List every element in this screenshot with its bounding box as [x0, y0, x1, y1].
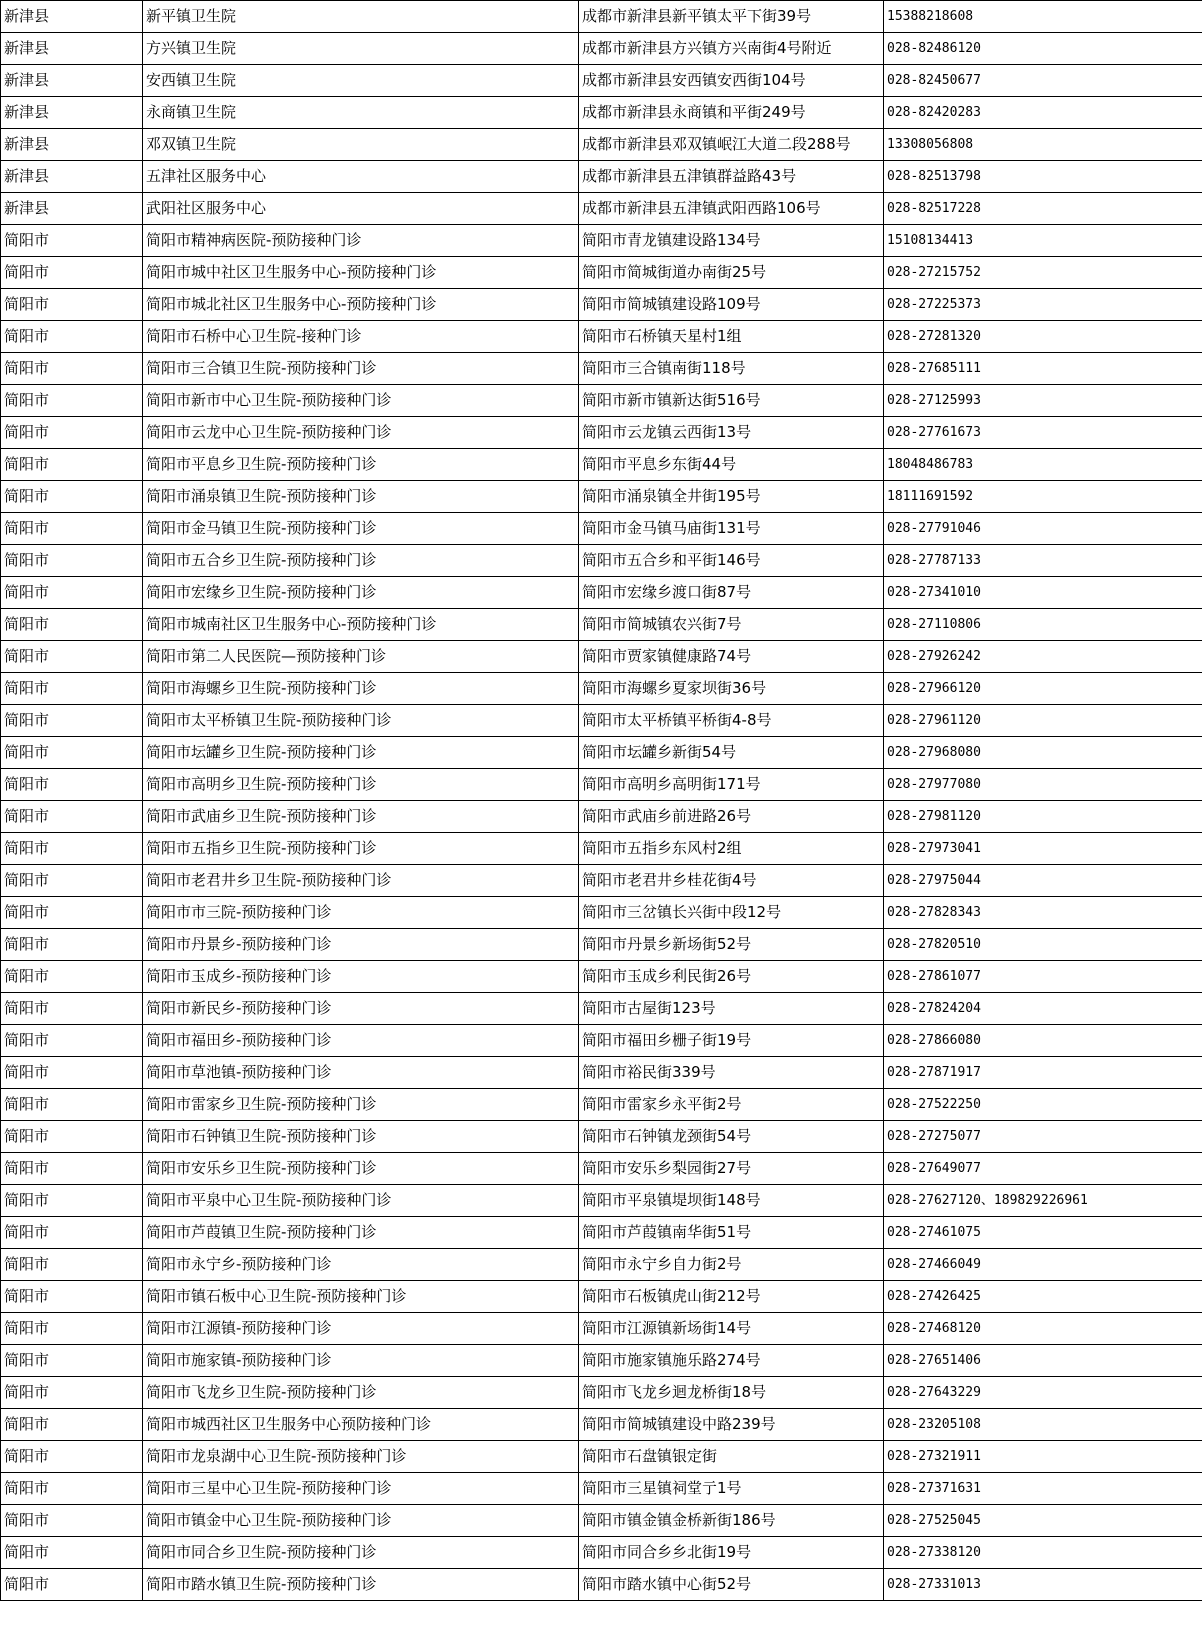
address-cell: 简阳市简城镇建设路109号 [579, 289, 884, 321]
phone-cell: 15388218608 [884, 1, 1202, 33]
table-row [1, 449, 1202, 481]
address-cell: 简阳市涌泉镇全井街195号 [579, 481, 884, 513]
table-row [1, 577, 1202, 609]
clinic-name-cell: 简阳市太平桥镇卫生院-预防接种门诊 [143, 705, 579, 737]
county-cell: 简阳市 [1, 769, 143, 801]
county-cell: 简阳市 [1, 929, 143, 961]
table-row [1, 1505, 1202, 1537]
table-row [1, 1441, 1202, 1473]
clinic-name-cell: 安西镇卫生院 [143, 65, 579, 97]
clinic-name-cell: 永商镇卫生院 [143, 97, 579, 129]
clinic-name-cell: 简阳市丹景乡-预防接种门诊 [143, 929, 579, 961]
address-cell: 简阳市三合镇南街118号 [579, 353, 884, 385]
address-cell: 简阳市平息乡东街44号 [579, 449, 884, 481]
phone-cell: 028-27820510 [884, 929, 1202, 961]
phone-cell: 028-27125993 [884, 385, 1202, 417]
phone-cell: 028-27525045 [884, 1505, 1202, 1537]
address-cell: 简阳市高明乡高明街171号 [579, 769, 884, 801]
clinic-name-cell: 简阳市金马镇卫生院-预防接种门诊 [143, 513, 579, 545]
address-cell: 简阳市太平桥镇平桥街4-8号 [579, 705, 884, 737]
county-cell: 简阳市 [1, 1505, 143, 1537]
address-cell: 简阳市石钟镇龙颈街54号 [579, 1121, 884, 1153]
county-cell: 简阳市 [1, 417, 143, 449]
clinic-name-cell: 简阳市新民乡-预防接种门诊 [143, 993, 579, 1025]
clinic-name-cell: 简阳市石桥中心卫生院-接种门诊 [143, 321, 579, 353]
table-row [1, 193, 1202, 225]
clinic-name-cell: 简阳市雷家乡卫生院-预防接种门诊 [143, 1089, 579, 1121]
phone-cell: 028-82517228 [884, 193, 1202, 225]
phone-cell: 028-27371631 [884, 1473, 1202, 1505]
address-cell: 简阳市简城镇农兴街7号 [579, 609, 884, 641]
phone-cell: 028-27651406 [884, 1345, 1202, 1377]
phone-cell: 028-82513798 [884, 161, 1202, 193]
clinic-name-cell: 简阳市五合乡卫生院-预防接种门诊 [143, 545, 579, 577]
county-cell: 简阳市 [1, 289, 143, 321]
table-row [1, 1473, 1202, 1505]
county-cell: 简阳市 [1, 993, 143, 1025]
clinic-name-cell: 简阳市城南社区卫生服务中心-预防接种门诊 [143, 609, 579, 641]
phone-cell: 028-27926242 [884, 641, 1202, 673]
address-cell: 简阳市简城镇建设中路239号 [579, 1409, 884, 1441]
clinic-name-cell: 简阳市老君井乡卫生院-预防接种门诊 [143, 865, 579, 897]
county-cell: 新津县 [1, 1, 143, 33]
phone-cell: 028-27761673 [884, 417, 1202, 449]
table-row [1, 481, 1202, 513]
table-row [1, 929, 1202, 961]
county-cell: 简阳市 [1, 385, 143, 417]
phone-cell: 18048486783 [884, 449, 1202, 481]
address-cell: 简阳市武庙乡前进路26号 [579, 801, 884, 833]
address-cell: 简阳市古屋街123号 [579, 993, 884, 1025]
address-cell: 简阳市同合乡乡北街19号 [579, 1537, 884, 1569]
county-cell: 简阳市 [1, 545, 143, 577]
address-cell: 简阳市石盘镇银定街 [579, 1441, 884, 1473]
county-cell: 简阳市 [1, 673, 143, 705]
table-row [1, 1409, 1202, 1441]
address-cell: 简阳市安乐乡梨园街27号 [579, 1153, 884, 1185]
address-cell: 成都市新津县永商镇和平街249号 [579, 97, 884, 129]
phone-cell: 028-27215752 [884, 257, 1202, 289]
phone-cell: 028-27975044 [884, 865, 1202, 897]
table-row [1, 1249, 1202, 1281]
county-cell: 新津县 [1, 97, 143, 129]
address-cell: 简阳市云龙镇云西街13号 [579, 417, 884, 449]
county-cell: 新津县 [1, 161, 143, 193]
phone-cell: 028-27321911 [884, 1441, 1202, 1473]
address-cell: 简阳市宏缘乡渡口街87号 [579, 577, 884, 609]
phone-cell: 028-27966120 [884, 673, 1202, 705]
phone-cell: 028-82450677 [884, 65, 1202, 97]
county-cell: 简阳市 [1, 609, 143, 641]
county-cell: 简阳市 [1, 801, 143, 833]
phone-cell: 028-27110806 [884, 609, 1202, 641]
table-row [1, 705, 1202, 737]
county-cell: 简阳市 [1, 225, 143, 257]
clinic-name-cell: 武阳社区服务中心 [143, 193, 579, 225]
address-cell: 简阳市三星镇祠堂亍1号 [579, 1473, 884, 1505]
table-row [1, 161, 1202, 193]
table-row [1, 1345, 1202, 1377]
table-row [1, 353, 1202, 385]
clinic-name-cell: 简阳市平泉中心卫生院-预防接种门诊 [143, 1185, 579, 1217]
table-row [1, 129, 1202, 161]
table-row [1, 289, 1202, 321]
phone-cell: 028-27649077 [884, 1153, 1202, 1185]
address-cell: 成都市新津县方兴镇方兴南街4号附近 [579, 33, 884, 65]
county-cell: 简阳市 [1, 257, 143, 289]
table-row [1, 257, 1202, 289]
clinic-name-cell: 简阳市龙泉湖中心卫生院-预防接种门诊 [143, 1441, 579, 1473]
phone-cell: 18111691592 [884, 481, 1202, 513]
table-row [1, 737, 1202, 769]
phone-cell: 028-27331013 [884, 1569, 1202, 1601]
phone-cell: 028-27977080 [884, 769, 1202, 801]
clinic-name-cell: 邓双镇卫生院 [143, 129, 579, 161]
phone-cell: 028-27973041 [884, 833, 1202, 865]
address-cell: 成都市新津县五津镇群益路43号 [579, 161, 884, 193]
table-row [1, 833, 1202, 865]
table-row [1, 609, 1202, 641]
clinic-name-cell: 简阳市新市中心卫生院-预防接种门诊 [143, 385, 579, 417]
county-cell: 新津县 [1, 193, 143, 225]
county-cell: 简阳市 [1, 1441, 143, 1473]
county-cell: 简阳市 [1, 1057, 143, 1089]
county-cell: 简阳市 [1, 1569, 143, 1601]
county-cell: 新津县 [1, 65, 143, 97]
clinic-name-cell: 简阳市宏缘乡卫生院-预防接种门诊 [143, 577, 579, 609]
address-cell: 简阳市简城街道办南街25号 [579, 257, 884, 289]
clinic-name-cell: 简阳市飞龙乡卫生院-预防接种门诊 [143, 1377, 579, 1409]
phone-cell: 028-27338120 [884, 1537, 1202, 1569]
clinic-name-cell: 简阳市坛罐乡卫生院-预防接种门诊 [143, 737, 579, 769]
address-cell: 简阳市踏水镇中心街52号 [579, 1569, 884, 1601]
address-cell: 简阳市飞龙乡迴龙桥街18号 [579, 1377, 884, 1409]
clinic-name-cell: 简阳市精神病医院-预防接种门诊 [143, 225, 579, 257]
address-cell: 简阳市平泉镇堤坝街148号 [579, 1185, 884, 1217]
table-row [1, 865, 1202, 897]
county-cell: 简阳市 [1, 321, 143, 353]
county-cell: 新津县 [1, 129, 143, 161]
phone-cell: 028-27426425 [884, 1281, 1202, 1313]
table-row [1, 321, 1202, 353]
table-body [1, 1, 1202, 1601]
address-cell: 简阳市贾家镇健康路74号 [579, 641, 884, 673]
phone-cell: 028-27861077 [884, 961, 1202, 993]
county-cell: 简阳市 [1, 1185, 143, 1217]
phone-cell: 028-27225373 [884, 289, 1202, 321]
clinic-name-cell: 简阳市三星中心卫生院-预防接种门诊 [143, 1473, 579, 1505]
phone-cell: 028-27961120 [884, 705, 1202, 737]
address-cell: 简阳市镇金镇金桥新街186号 [579, 1505, 884, 1537]
table-row [1, 1121, 1202, 1153]
address-cell: 简阳市施家镇施乐路274号 [579, 1345, 884, 1377]
clinic-name-cell: 简阳市安乐乡卫生院-预防接种门诊 [143, 1153, 579, 1185]
clinic-name-cell: 简阳市五指乡卫生院-预防接种门诊 [143, 833, 579, 865]
table-row [1, 65, 1202, 97]
clinic-name-cell: 简阳市平息乡卫生院-预防接种门诊 [143, 449, 579, 481]
table-row [1, 897, 1202, 929]
table-row [1, 513, 1202, 545]
county-cell: 简阳市 [1, 449, 143, 481]
address-cell: 成都市新津县五津镇武阳西路106号 [579, 193, 884, 225]
phone-cell: 028-27468120 [884, 1313, 1202, 1345]
table-row [1, 1281, 1202, 1313]
clinic-name-cell: 方兴镇卫生院 [143, 33, 579, 65]
address-cell: 简阳市坛罐乡新街54号 [579, 737, 884, 769]
clinic-name-cell: 简阳市施家镇-预防接种门诊 [143, 1345, 579, 1377]
clinic-name-cell: 简阳市海螺乡卫生院-预防接种门诊 [143, 673, 579, 705]
phone-cell: 028-27828343 [884, 897, 1202, 929]
clinic-name-cell: 简阳市芦葭镇卫生院-预防接种门诊 [143, 1217, 579, 1249]
phone-cell: 028-27871917 [884, 1057, 1202, 1089]
table-row [1, 993, 1202, 1025]
clinic-name-cell: 简阳市石钟镇卫生院-预防接种门诊 [143, 1121, 579, 1153]
phone-cell: 028-82486120 [884, 33, 1202, 65]
county-cell: 简阳市 [1, 1281, 143, 1313]
address-cell: 简阳市芦葭镇南华街51号 [579, 1217, 884, 1249]
address-cell: 简阳市五指乡东风村2组 [579, 833, 884, 865]
table-row [1, 641, 1202, 673]
table-row [1, 961, 1202, 993]
county-cell: 简阳市 [1, 481, 143, 513]
phone-cell: 13308056808 [884, 129, 1202, 161]
address-cell: 简阳市新市镇新达街516号 [579, 385, 884, 417]
clinic-name-cell: 简阳市三合镇卫生院-预防接种门诊 [143, 353, 579, 385]
address-cell: 简阳市石板镇虎山街212号 [579, 1281, 884, 1313]
address-cell: 简阳市青龙镇建设路134号 [579, 225, 884, 257]
table-row [1, 1153, 1202, 1185]
table-row [1, 1, 1202, 33]
clinic-name-cell: 简阳市城西社区卫生服务中心预防接种门诊 [143, 1409, 579, 1441]
address-cell: 简阳市老君井乡桂花街4号 [579, 865, 884, 897]
county-cell: 简阳市 [1, 577, 143, 609]
table-row [1, 1025, 1202, 1057]
table-row [1, 385, 1202, 417]
county-cell: 简阳市 [1, 1345, 143, 1377]
clinic-name-cell: 简阳市踏水镇卫生院-预防接种门诊 [143, 1569, 579, 1601]
address-cell: 简阳市丹景乡新场街52号 [579, 929, 884, 961]
phone-cell: 028-27787133 [884, 545, 1202, 577]
clinic-name-cell: 简阳市镇石板中心卫生院-预防接种门诊 [143, 1281, 579, 1313]
address-cell: 成都市新津县邓双镇岷江大道二段288号 [579, 129, 884, 161]
county-cell: 简阳市 [1, 1025, 143, 1057]
county-cell: 简阳市 [1, 1249, 143, 1281]
address-cell: 简阳市玉成乡利民街26号 [579, 961, 884, 993]
clinic-name-cell: 简阳市永宁乡-预防接种门诊 [143, 1249, 579, 1281]
phone-cell: 028-27791046 [884, 513, 1202, 545]
county-cell: 简阳市 [1, 961, 143, 993]
table-row [1, 97, 1202, 129]
table-row [1, 1057, 1202, 1089]
table-row [1, 225, 1202, 257]
address-cell: 简阳市金马镇马庙街131号 [579, 513, 884, 545]
phone-cell: 028-27685111 [884, 353, 1202, 385]
phone-cell: 028-27341010 [884, 577, 1202, 609]
address-cell: 简阳市石桥镇天星村1组 [579, 321, 884, 353]
table-row [1, 1185, 1202, 1217]
address-cell: 简阳市雷家乡永平街2号 [579, 1089, 884, 1121]
county-cell: 简阳市 [1, 1089, 143, 1121]
address-cell: 简阳市裕民街339号 [579, 1057, 884, 1089]
address-cell: 简阳市海螺乡夏家坝街36号 [579, 673, 884, 705]
clinic-name-cell: 五津社区服务中心 [143, 161, 579, 193]
clinic-name-cell: 简阳市同合乡卫生院-预防接种门诊 [143, 1537, 579, 1569]
table-row [1, 1089, 1202, 1121]
table-row [1, 1377, 1202, 1409]
phone-cell: 028-23205108 [884, 1409, 1202, 1441]
county-cell: 简阳市 [1, 1121, 143, 1153]
table-row [1, 417, 1202, 449]
table-row [1, 545, 1202, 577]
county-cell: 简阳市 [1, 737, 143, 769]
clinic-name-cell: 简阳市涌泉镇卫生院-预防接种门诊 [143, 481, 579, 513]
county-cell: 简阳市 [1, 641, 143, 673]
county-cell: 简阳市 [1, 1409, 143, 1441]
phone-cell: 15108134413 [884, 225, 1202, 257]
phone-cell: 028-27466049 [884, 1249, 1202, 1281]
table-row [1, 1313, 1202, 1345]
phone-cell: 028-27275077 [884, 1121, 1202, 1153]
county-cell: 简阳市 [1, 865, 143, 897]
county-cell: 简阳市 [1, 1313, 143, 1345]
phone-cell: 028-27461075 [884, 1217, 1202, 1249]
phone-cell: 028-27866080 [884, 1025, 1202, 1057]
clinic-name-cell: 简阳市云龙中心卫生院-预防接种门诊 [143, 417, 579, 449]
county-cell: 简阳市 [1, 353, 143, 385]
phone-cell: 028-27281320 [884, 321, 1202, 353]
address-cell: 简阳市永宁乡自力街2号 [579, 1249, 884, 1281]
phone-cell: 028-27824204 [884, 993, 1202, 1025]
address-cell: 简阳市福田乡栅子街19号 [579, 1025, 884, 1057]
clinic-name-cell: 简阳市市三院-预防接种门诊 [143, 897, 579, 929]
address-cell: 简阳市五合乡和平街146号 [579, 545, 884, 577]
table-row [1, 1569, 1202, 1601]
table-row [1, 33, 1202, 65]
phone-cell: 028-27643229 [884, 1377, 1202, 1409]
county-cell: 简阳市 [1, 1217, 143, 1249]
address-cell: 成都市新津县安西镇安西街104号 [579, 65, 884, 97]
table-row [1, 801, 1202, 833]
clinic-name-cell: 简阳市武庙乡卫生院-预防接种门诊 [143, 801, 579, 833]
phone-cell: 028-82420283 [884, 97, 1202, 129]
clinic-name-cell: 新平镇卫生院 [143, 1, 579, 33]
table-row [1, 769, 1202, 801]
county-cell: 简阳市 [1, 1153, 143, 1185]
phone-cell: 028-27522250 [884, 1089, 1202, 1121]
county-cell: 简阳市 [1, 897, 143, 929]
clinic-name-cell: 简阳市城中社区卫生服务中心-预防接种门诊 [143, 257, 579, 289]
clinic-name-cell: 简阳市江源镇-预防接种门诊 [143, 1313, 579, 1345]
county-cell: 新津县 [1, 33, 143, 65]
county-cell: 简阳市 [1, 1473, 143, 1505]
address-cell: 成都市新津县新平镇太平下街39号 [579, 1, 884, 33]
clinic-name-cell: 简阳市高明乡卫生院-预防接种门诊 [143, 769, 579, 801]
table-row [1, 1217, 1202, 1249]
table-row [1, 1537, 1202, 1569]
phone-cell: 028-27981120 [884, 801, 1202, 833]
clinic-name-cell: 简阳市第二人民医院—预防接种门诊 [143, 641, 579, 673]
address-cell: 简阳市三岔镇长兴街中段12号 [579, 897, 884, 929]
clinic-name-cell: 简阳市玉成乡-预防接种门诊 [143, 961, 579, 993]
county-cell: 简阳市 [1, 705, 143, 737]
county-cell: 简阳市 [1, 1377, 143, 1409]
county-cell: 简阳市 [1, 1537, 143, 1569]
address-cell: 简阳市江源镇新场街14号 [579, 1313, 884, 1345]
phone-cell: 028-27627120、189829226961 [884, 1185, 1202, 1217]
clinic-name-cell: 简阳市草池镇-预防接种门诊 [143, 1057, 579, 1089]
county-cell: 简阳市 [1, 833, 143, 865]
county-cell: 简阳市 [1, 513, 143, 545]
clinic-name-cell: 简阳市镇金中心卫生院-预防接种门诊 [143, 1505, 579, 1537]
phone-cell: 028-27968080 [884, 737, 1202, 769]
table-row [1, 673, 1202, 705]
clinic-name-cell: 简阳市城北社区卫生服务中心-预防接种门诊 [143, 289, 579, 321]
clinic-name-cell: 简阳市福田乡-预防接种门诊 [143, 1025, 579, 1057]
